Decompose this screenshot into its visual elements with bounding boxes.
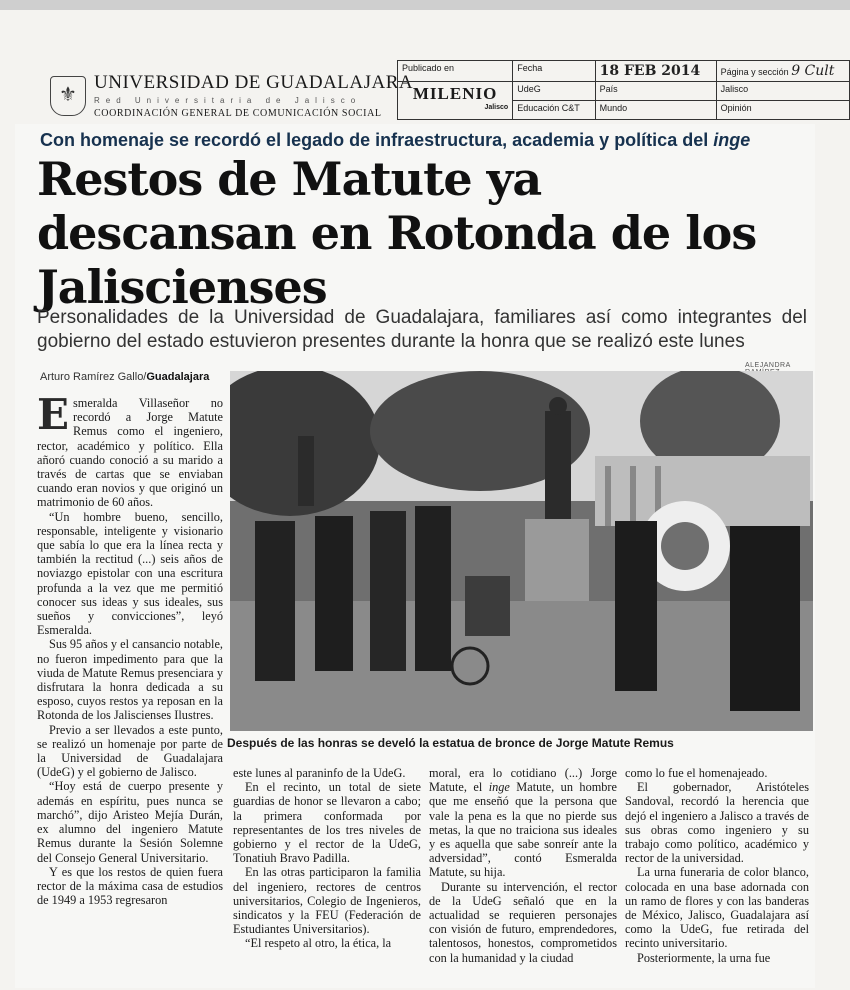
article-column-4 — [625, 766, 809, 965]
official-5 — [615, 521, 657, 691]
official-3 — [370, 511, 406, 671]
article-deck: Personalidades de la Universidad de Guadalajara, familiares así como integrantes del gobierno del estado estuvieron presentes durante la honra que se realizó este lunes — [37, 307, 807, 352]
paragraph: Esmeralda Villaseñor no recordó a Jorge Matute Remus como el ingeniero, rector, académico y político. Ella añoró cuando conoció a su marido a través de cartas que se enviaban cuando eran novios y que originó un matrimonio de 60 años. — [37, 390, 223, 510]
photo-caption: Después de las honras se develó la estatua de bronce de Jorge Matute Remus — [227, 736, 674, 750]
article-kicker: Con homenaje se recordó el legado de infraestructura, academia y política del inge — [40, 130, 751, 150]
statue-pedestal — [525, 519, 589, 609]
paragraph: El gobernador, Aristóteles Sandoval, recordó la herencia que dejó el ingeniero a Jalisco a través de sus obras como ingeniero y su trabajo como político, académico y rector de la universidad. — [625, 780, 809, 866]
university-network: Red Universitaria de Jalisco — [94, 96, 362, 105]
university-header — [50, 72, 414, 120]
ceremony-photo — [230, 371, 813, 731]
paragraph: moral, era lo cotidiano (...) Jorge Matute, el inge Matute, un hombre que me enseñó que la persona que vale la pena es la que no pierde sus metas, la que no traiciona sus ideales y es aquella que sabe sonreír ante la adversidad”, contó Esmeralda Matute, su hija. — [429, 766, 617, 880]
pagina-seccion: Página y sección 9 Cult — [716, 61, 849, 82]
category-mundo: Mundo — [595, 101, 716, 120]
article-column-3 — [429, 766, 617, 965]
clipping-metadata-table — [397, 60, 850, 120]
statue-head — [549, 397, 567, 415]
paragraph: En las otras participaron la familia del ingeniero, rectores de centros universitarios, Colegio de Ingenieros, sindicatos y la FEU (Federación de Estudiantes Universitarios). — [233, 865, 421, 937]
publicado-en-label: Publicado en — [398, 61, 513, 82]
paragraph: como lo fue el homenajeado. — [625, 766, 768, 780]
column — [630, 466, 636, 526]
background-statue — [298, 436, 314, 506]
article-headline: Restos de Matute ya descansan en Rotonda de los Jaliscienses — [37, 152, 757, 314]
paragraph: este lunes al paraninfo de la UdeG. — [233, 766, 406, 780]
category-udeg: UdeG — [513, 82, 595, 101]
article-column-2 — [233, 766, 421, 951]
category-educacion: Educación C&T — [513, 101, 595, 120]
scan-top-edge — [0, 0, 850, 10]
publication-name: MILENIO Jalisco — [398, 82, 513, 120]
university-shield-icon: ⚜ — [50, 76, 86, 116]
category-pais: País — [595, 82, 716, 101]
column — [605, 466, 611, 526]
wreath-center — [661, 522, 709, 570]
paragraph: “Un hombre bueno, sencillo, responsable, inteligente y visionario que sabía lo que era la línea recta y también la rectitud (...) seis años de noviazgo epistolar con una escritura profunda a la vez que me permitió conocer sus ideas y sus ideales, sus sueños y convicciones”, leyó Esmeralda. — [37, 509, 223, 638]
paragraph: En el recinto, un total de siete guardias de honor se llevaron a cabo; la primera conformada por representantes de los tres niveles de gobierno y el rector de la UdeG, Tonatiuh Bravo Padilla. — [233, 780, 421, 866]
article-byline: Arturo Ramírez Gallo/Guadalajara — [40, 371, 210, 383]
category-opinion: Opinión — [716, 101, 849, 120]
paragraph: Durante su intervención, el rector de la UdeG señaló que en la actualidad se requieren personajes con visión de futuro, emprendedores, talentosos, honestos, comprometidos con la humanidad y la ciudad — [429, 879, 617, 965]
bronze-statue — [545, 411, 571, 519]
paragraph: Previo a ser llevados a este punto, se realizó un homenaje por parte de la Universidad de Guadalajara (UdeG) y el gobierno de Jalisco. — [37, 722, 223, 780]
official-2 — [315, 516, 353, 671]
official-1 — [255, 521, 295, 681]
university-office: COORDINACIÓN GENERAL DE COMUNICACIÓN SOCIAL — [94, 108, 382, 119]
paragraph: “El respeto al otro, la ética, la — [245, 936, 392, 951]
paragraph: Posteriormente, la urna fue — [637, 950, 771, 965]
photo-credit: ALEJANDRA — [745, 362, 791, 369]
article-column-1 — [37, 390, 223, 908]
fecha-value: 18 FEB 2014 — [595, 61, 716, 82]
paragraph: La urna funeraria de color blanco, colocada en una base adornada con un ramo de flores y con las banderas de México, Jalisco, Guadalajara así como la UdeG, fue retirada del recinto universitario. — [625, 865, 809, 951]
fecha-label: Fecha — [513, 61, 595, 82]
official-4 — [415, 506, 451, 671]
university-name: UNIVERSIDAD DE GUADALAJARA — [94, 72, 414, 93]
drop-cap: E — [37, 390, 70, 439]
category-jalisco: Jalisco — [716, 82, 849, 101]
paragraph: “Hoy está de cuerpo presente y además en espíritu, pues nunca se marchó”, dijo Aristeo Mejía Durán, ex alumno del ingeniero Matute Remus durante la Sesión Solemne del Consejo General Universitario. — [37, 779, 223, 865]
paragraph: Sus 95 años y el cansancio notable, no fueron impedimento para que la viuda de Matute Remus presenciara y disfrutara la honra dedicada a su esposo, cuyos restos ya reposan en la Rotonda de los Jaliscienses Ilustres. — [37, 637, 223, 723]
paragraph: Y es que los restos de quien fuera rector de la máxima casa de estudios de 1949 a 1953 regresaron — [37, 864, 223, 908]
article-clipping — [15, 124, 815, 988]
widow-wheelchair — [465, 576, 510, 636]
official-6 — [730, 526, 800, 711]
